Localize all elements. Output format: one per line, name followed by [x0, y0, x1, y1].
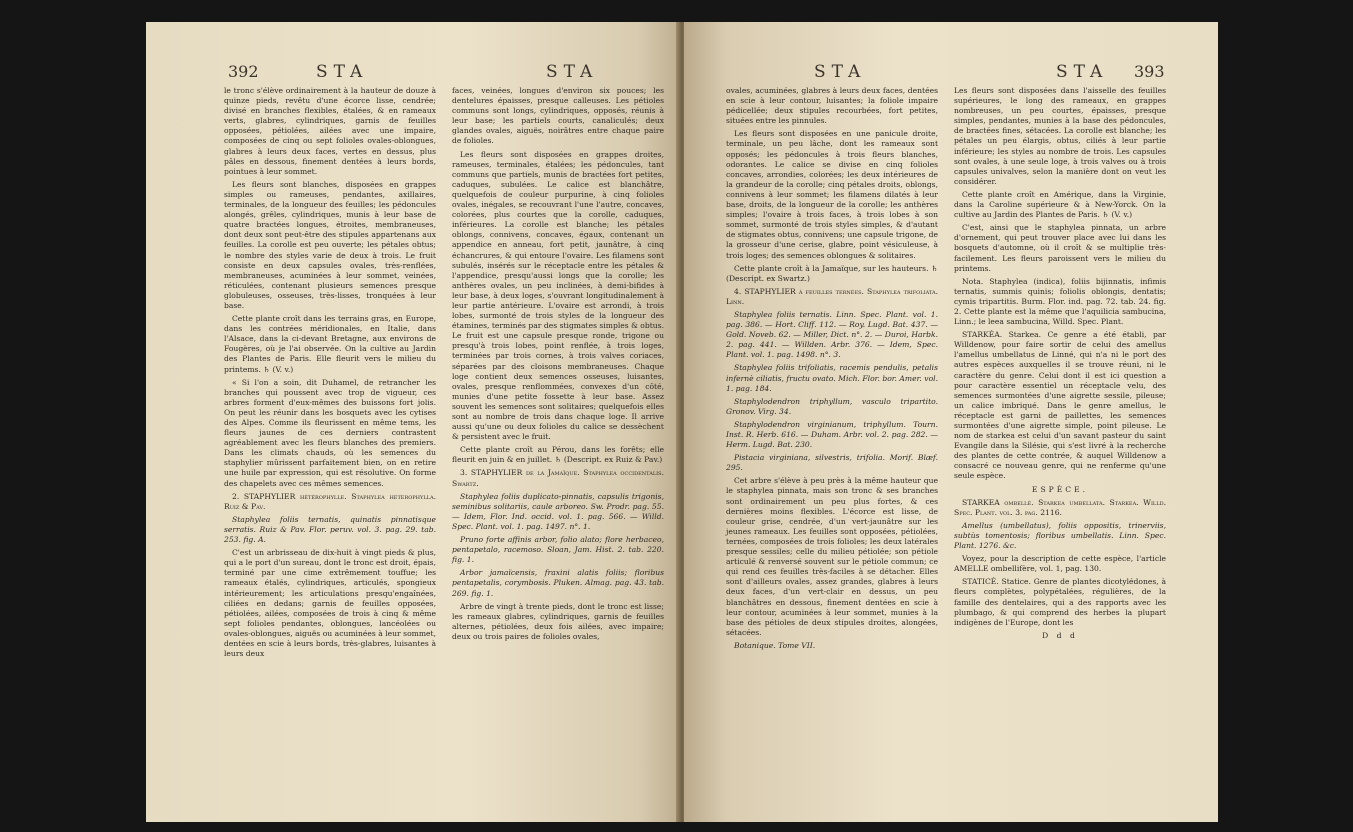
section-heading: ESPÈCE.: [1031, 484, 1089, 494]
latin-synonym: Staphylea foliis trifoliatis, racemis pendulis, petalis infernè ciliatis, fructu ovato. Mich. Flor. bor. Amer. vol. 1. pag. 184.: [726, 363, 938, 393]
species-heading: 2. STAPHYLIER hétérophylle. Staphylea heterophylla. Ruiz & Pav.: [224, 491, 436, 511]
paragraph: Arbre de vingt à trente pieds, dont le tronc est lisse; les rameaux glabres, cylindriques, garnis de feuilles alternes, pétiolées, deux fois ailées, avec impaire; deux ou trois paires de folioles ovales,: [452, 601, 664, 641]
latin-diagnosis: Amellus (umbellatus), foliis oppositis, trinerviis, subtùs tomentosis; floribus umbellatis. Linn. Spec. Plant. 1276. &c.: [954, 520, 1166, 551]
latin-synonym: Staphylodendron triphyllum, vasculo tripartito. Gronov. Virg. 34.: [726, 396, 938, 416]
paragraph: Les fleurs sont disposées en une panicule droite, terminale, un peu lâche, dont les rameaux sont opposés; les pédoncules à trois fleurs blanches, odorantes. Le calice se divise en cinq folioles concaves, arrondies, colorées; les deux intérieures de la grandeur de la corolle; cinq pétales droits, oblongs, connivens à leur sommet; les filamens dilatés à leur base, droits, de la longueur de la corolle; les anthères simples; l'ovaire à trois faces, à trois lobes à son sommet, surmonté de trois styles simples, & d'autant de stigmates obtus, connivens; une capsule trigone, de la grosseur d'une cerise, glabre, point vésiculeuse, à trois loges; des semences oblongues & solitaires.: [726, 129, 938, 260]
latin-diagnosis: Staphylea foliis ternatis, quinatis pinnatisque serratis. Ruiz & Pav. Flor. peruv. vol. 3. pag. 29. tab. 253. fig. A.: [224, 514, 436, 545]
paragraph: Les fleurs sont disposées en grappes droites, rameuses, terminales, étalées; les pédoncules, tant communs que partiels, munis de bractées fort petites, caduques, subulées. Le calice est blanchâtre, quelquefois de couleur purpurine, à cinq folioles ovales, inégales, se recouvrant l'une l'autre, concaves, colorées, plus courtes que la corolle, caduques, inférieures. La corolle est blanche; les pétales oblongs, connivens, concaves, égaux, contenant un appendice en anneau, fort petit, jaunâtre, à cinq échancrures, & qui entoure l'ovaire. Les filamens sont subulés, insérés sur le réceptacle entre les pétales & l'appendice, presqu'aussi longs que la corolle; les anthères ovales, un peu inclinées, à demi-bifides à leur base, à deux loges, s'ouvrant longitudinalement à leur partie antérieure. L'ovaire est arrondi, à trois lobes, surmonté de trois styles de la longueur des étamines, terminés par des stigmates simples & obtus. Le fruit est une capsule presque ronde, trigone ou presqu'à trois lobes, point renflée, à trois loges, terminées par trois cornes, à trois valves coriaces, séparées par des cloisons membraneuses. Chaque loge contient deux semences osseuses, luisantes, ovales, presque renflommées, convexes d'un côté, munies d'une petite fossette à leur base. Assez souvent les semences sont solitaires; quelquefois elles sont au nombre de trois dans chaque loge. Il arrive aussi qu'une ou deux folioles du calice se dessèchent & persistent avec le fruit.: [452, 149, 664, 442]
species-heading: 3. STAPHYLIER de la Jamaïque. Staphylea occidentalis. Swartz.: [452, 468, 664, 488]
species-heading: STARKEA ombellé. Starkea umbellata. Starkea. Willd. Spec. Plant. vol. 3. pag. 2116.: [954, 497, 1166, 517]
paragraph: faces, veinées, longues d'environ six pouces; les dentelures épaisses, presque calleuses. Les pétioles communs sont longs, cylindriques, opposés, réunis à leur base; les partiels courts, canaliculés; deux glandes ovales, aiguës, noirâtres entre chaque paire de folioles.: [452, 86, 664, 146]
left-header-left: STA: [316, 62, 369, 82]
latin-diagnosis: Staphylea foliis duplicato-pinnatis, capsulis trigonis, seminibus solitariis, caule arboreo. Sw. Prodr. pag. 55.— Idem, Flor. Ind. occid. vol. 1. pag. 566. — Willd. Spec. Plant. vol. 1. pag. 1497. n°. 1.: [452, 491, 664, 531]
paragraph: Cette plante croît en Amérique, dans la Virginie, dans la Caroline supérieure & à New-Yorck. On la cultive au Jardin des Plantes de Paris. ♄ (V. v.): [954, 189, 1166, 220]
latin-synonym: Pruno forte affinis arbor, folio alato; flore herbaceo, pentapetalo, racemoso. Sloan, Jam. Hist. 2. tab. 220. fig. 1.: [452, 535, 664, 565]
volume-footer: Botanique. Tome VII.: [734, 640, 816, 650]
latin-synonym: Staphylodendron virginianum, triphyllum. Tourn. Inst. R. Herb. 616. — Duham. Arbr. vol. 2. pag. 282. — Herm. Lugd. Bat. 230.: [726, 419, 938, 450]
genus-entry: STARKÉA. Starkea. Ce genre a été établi, par Willdenow, pour faire sortir de celui des amellus l'amellus umbellatus de Linné, qui n'a ni le port des autres espèces auxquelles il se trouve réuni, ni le caractère du genre. Celui dont il est ici question a pour caractère essentiel un réceptacle velu, des semences surmontées d'une aigrette sessile, pileuse; un calice imbriqué. Dans le genre amellus, le réceptacle est garni de paillettes, les semences surmontées d'une aigrette simple, point pileuse. Le nom de starkea est celui d'un savant pasteur du saint Evangile dans la Silésie, qui s'est livré à la recherche des plantes de cette contrée, & auquel Willdenow a consacré ce nouveau genre, qui ne renferme qu'une seule espèce.: [954, 330, 1166, 481]
paragraph: Cette plante croît dans les terrains gras, en Europe, dans les contrées méridionales, en Italie, dans l'Alsace, dans la ci-devant Bretagne, aux environs de Fougères, où je l'ai observée. On la cultive au Jardin des Plantes de Paris. Elle fleurit vers le milieu du printems. ♄ (V. v.): [224, 314, 436, 374]
right-header-right: STA: [1056, 62, 1109, 82]
right-column-1: [726, 86, 938, 654]
paragraph: Les fleurs sont disposées dans l'aisselle des feuilles supérieures, le long des rameaux, en grappes nombreuses, un peu courtes, épaisses, presque simples, pendantes, munies à la base des pédoncules, de bractées fines, sétacées. La corolle est blanche; les pétales un peu élargis, obtus, ciliés à leur partie inférieure; les styles au nombre de trois. Les capsules sont ovales, à une seule loge, à trois valves ou à trois capsules univalves, selon la manière dont on veut les considérer.: [954, 86, 1166, 186]
paragraph: C'est un arbrisseau de dix-huit à vingt pieds & plus, qui a le port d'un sureau, dont le tronc est droit, épais, terminé par une cime extrêmement touffue; les rameaux étalés, cylindriques, articulés, spongieux intérieurement; les articulations presqu'engaînées, ciliées en dedans; garnis de feuilles opposées, pétiolées, ailées, composées de trois à cinq & même sept folioles pendantes, oblongues, lancéolées ou ovales-oblongues, aiguës ou acuminées à leur sommet, dentées en scie à leurs bords, très-glabres, luisantes à leurs deux: [224, 548, 436, 659]
left-page-number: 392: [228, 62, 259, 81]
paragraph: C'est, ainsi que le staphylea pinnata, un arbre d'ornement, qui peut trouver place avec lui dans les bosquets d'automne, où il croît & se multiplie très-facilement. Les fleurs paroissent vers le milieu du printems.: [954, 223, 1166, 273]
paragraph: Nota. Staphylea (indica), foliis bijinnatis, infimis ternatis, summis quinis; foliolis oblongis, dentatis; cymis tripartitis. Burm. Flor. ind. pag. 72. tab. 24. fig. 2. Cette plante est la même que l'aquilicia sambucina, Linn.; le leea sambucina, Willd. Spec. Plant.: [954, 276, 1166, 327]
open-book: [146, 22, 1218, 822]
latin-synonym: Arbor jamaïcensis, fraxini alatis foliis; floribus pentapetalis, corymbosis. Pluken. Almag. pag. 43. tab. 269. fig. 1.: [452, 568, 664, 598]
left-header-right: STA: [546, 62, 599, 82]
right-page: [684, 22, 1218, 822]
latin-diagnosis: Staphylea foliis ternatis. Linn. Spec. Plant. vol. 1. pag. 386. — Hort. Cliff. 112. — Roy. Lugd. Bat. 437. — Gold. Noveb. 62. — Miller, Dict. n°. 2. — Duroi, Harbk. 2. pag. 441. — Willden. Arbr. 376. — Idem, Spec. Plant. vol. 1. pag. 1498. n°. 3.: [726, 309, 938, 360]
right-header-left: STA: [814, 62, 867, 82]
right-page-number: 393: [1134, 62, 1165, 81]
paragraph: Cette plante croît à la Jamaïque, sur les hauteurs. ♄ (Descript. ex Swartz.): [726, 263, 938, 283]
latin-synonym: Pistacia virginiana, silvestris, trifolia. Morif. Blæf. 295.: [726, 453, 938, 473]
left-page: [146, 22, 680, 822]
signature-mark: D d d: [1042, 630, 1078, 640]
paragraph: Cet arbre s'élève à peu près à la même hauteur que le staphylea pinnata, mais son tronc & ses branches sont ordinairement un peu plus fortes, & ces dernières moins flexibles. L'écorce est lisse, de couleur grise, cendrée, d'un vert-jaunâtre sur les jeunes rameaux. Les feuilles sont opposées, pétiolées, ternées, composées de trois folioles; les deux latérales presque sessiles; celle du milieu pétiolée; son pétiole articulé & renversé souvent sur le pétiole commun; ce qui rend ces feuilles très-faciles à se détacher. Elles sont d'ailleurs ovales, assez grandes, glabres à leurs deux faces, d'un vert-clair en dessus, un peu blanchâtres en dessous, finement dentées en scie à leur contour, acuminées à leur sommet, munies à la base des pétioles de deux stipules droites, alongées, sétacées.: [726, 476, 938, 637]
left-column-1: [224, 86, 436, 662]
paragraph: « Si l'on a soin, dit Duhamel, de retrancher les branches qui poussent avec trop de vigueur, ces arbres forment d'eux-mêmes des buissons fort jolis. On peut les réunir dans les bosquets avec les cytises des Alpes. Comme ils fleurissent en même tems, les fleurs jaunes de ces derniers contrastent agréablement avec les fleurs blanches des premiers. Dans les climats chauds, où les semences du staphylier mûrissent parfaitement bien, on en retire une huile par expression, qui est résolutive. On forme des chapelets avec ces mêmes semences.: [224, 377, 436, 488]
paragraph: Voyez, pour la description de cette espèce, l'article AMELLE ombellifère, vol. 1, pag. 130.: [954, 554, 1166, 574]
paragraph: Cette plante croît au Pérou, dans les forêts; elle fleurit en juin & en juillet. ♄ (Descript. ex Ruiz & Pav.): [452, 445, 664, 465]
paragraph: Les fleurs sont blanches, disposées en grappes simples ou rameuses, pendantes, axillaires, terminales, de la longueur des feuilles; les pédoncules alongés, grêles, cylindriques, munis à leur base de quatre bractées longues, étroites, membraneuses, dont deux sont peut-être des stipules appartenans aux feuilles. La corolle est peu ouverte; les pétales obtus; le nombre des styles varie de deux à trois. Le fruit consiste en deux capsules ovales, très-renflées, membraneuses, acuminées à leur sommet, veinées, réticulées, contenant plusieurs semences presque globuleuses, osseuses, très-lisses, tronquées à leur base.: [224, 179, 436, 310]
paragraph: ovales, acuminées, glabres à leurs deux faces, dentées en scie à leur contour, luisantes; la foliole impaire pédicellée; deux stipules recourbées, fort petites, situées entre les pinnules.: [726, 86, 938, 126]
paragraph: le tronc s'élève ordinairement à la hauteur de douze à quinze pieds, revêtu d'une écorce lisse, cendrée; divisé en branches flexibles, étalées, & en rameaux verts, glabres, cylindriques, garnis de feuilles opposées, pétiolées, ailées avec une impaire, composées de cinq ou sept folioles ovales-oblongues, glabres à leurs deux faces, vertes en dessus, plus pâles en dessous, finement dentées à leurs bords, pointues à leur sommet.: [224, 86, 436, 176]
left-column-2: [452, 86, 664, 645]
genus-entry: STATICÉ. Statice. Genre de plantes dicotylédones, à fleurs complètes, polypétalées, régulières, de la famille des dentelaires, qui a des rapports avec les plumbago, & qui comprend des herbes la plupart indigènes de l'Europe, dont les: [954, 577, 1166, 627]
right-column-2: [954, 86, 1166, 644]
species-heading: 4. STAPHYLIER à feuilles ternées. Staphylea trifoliata. Linn.: [726, 286, 938, 306]
